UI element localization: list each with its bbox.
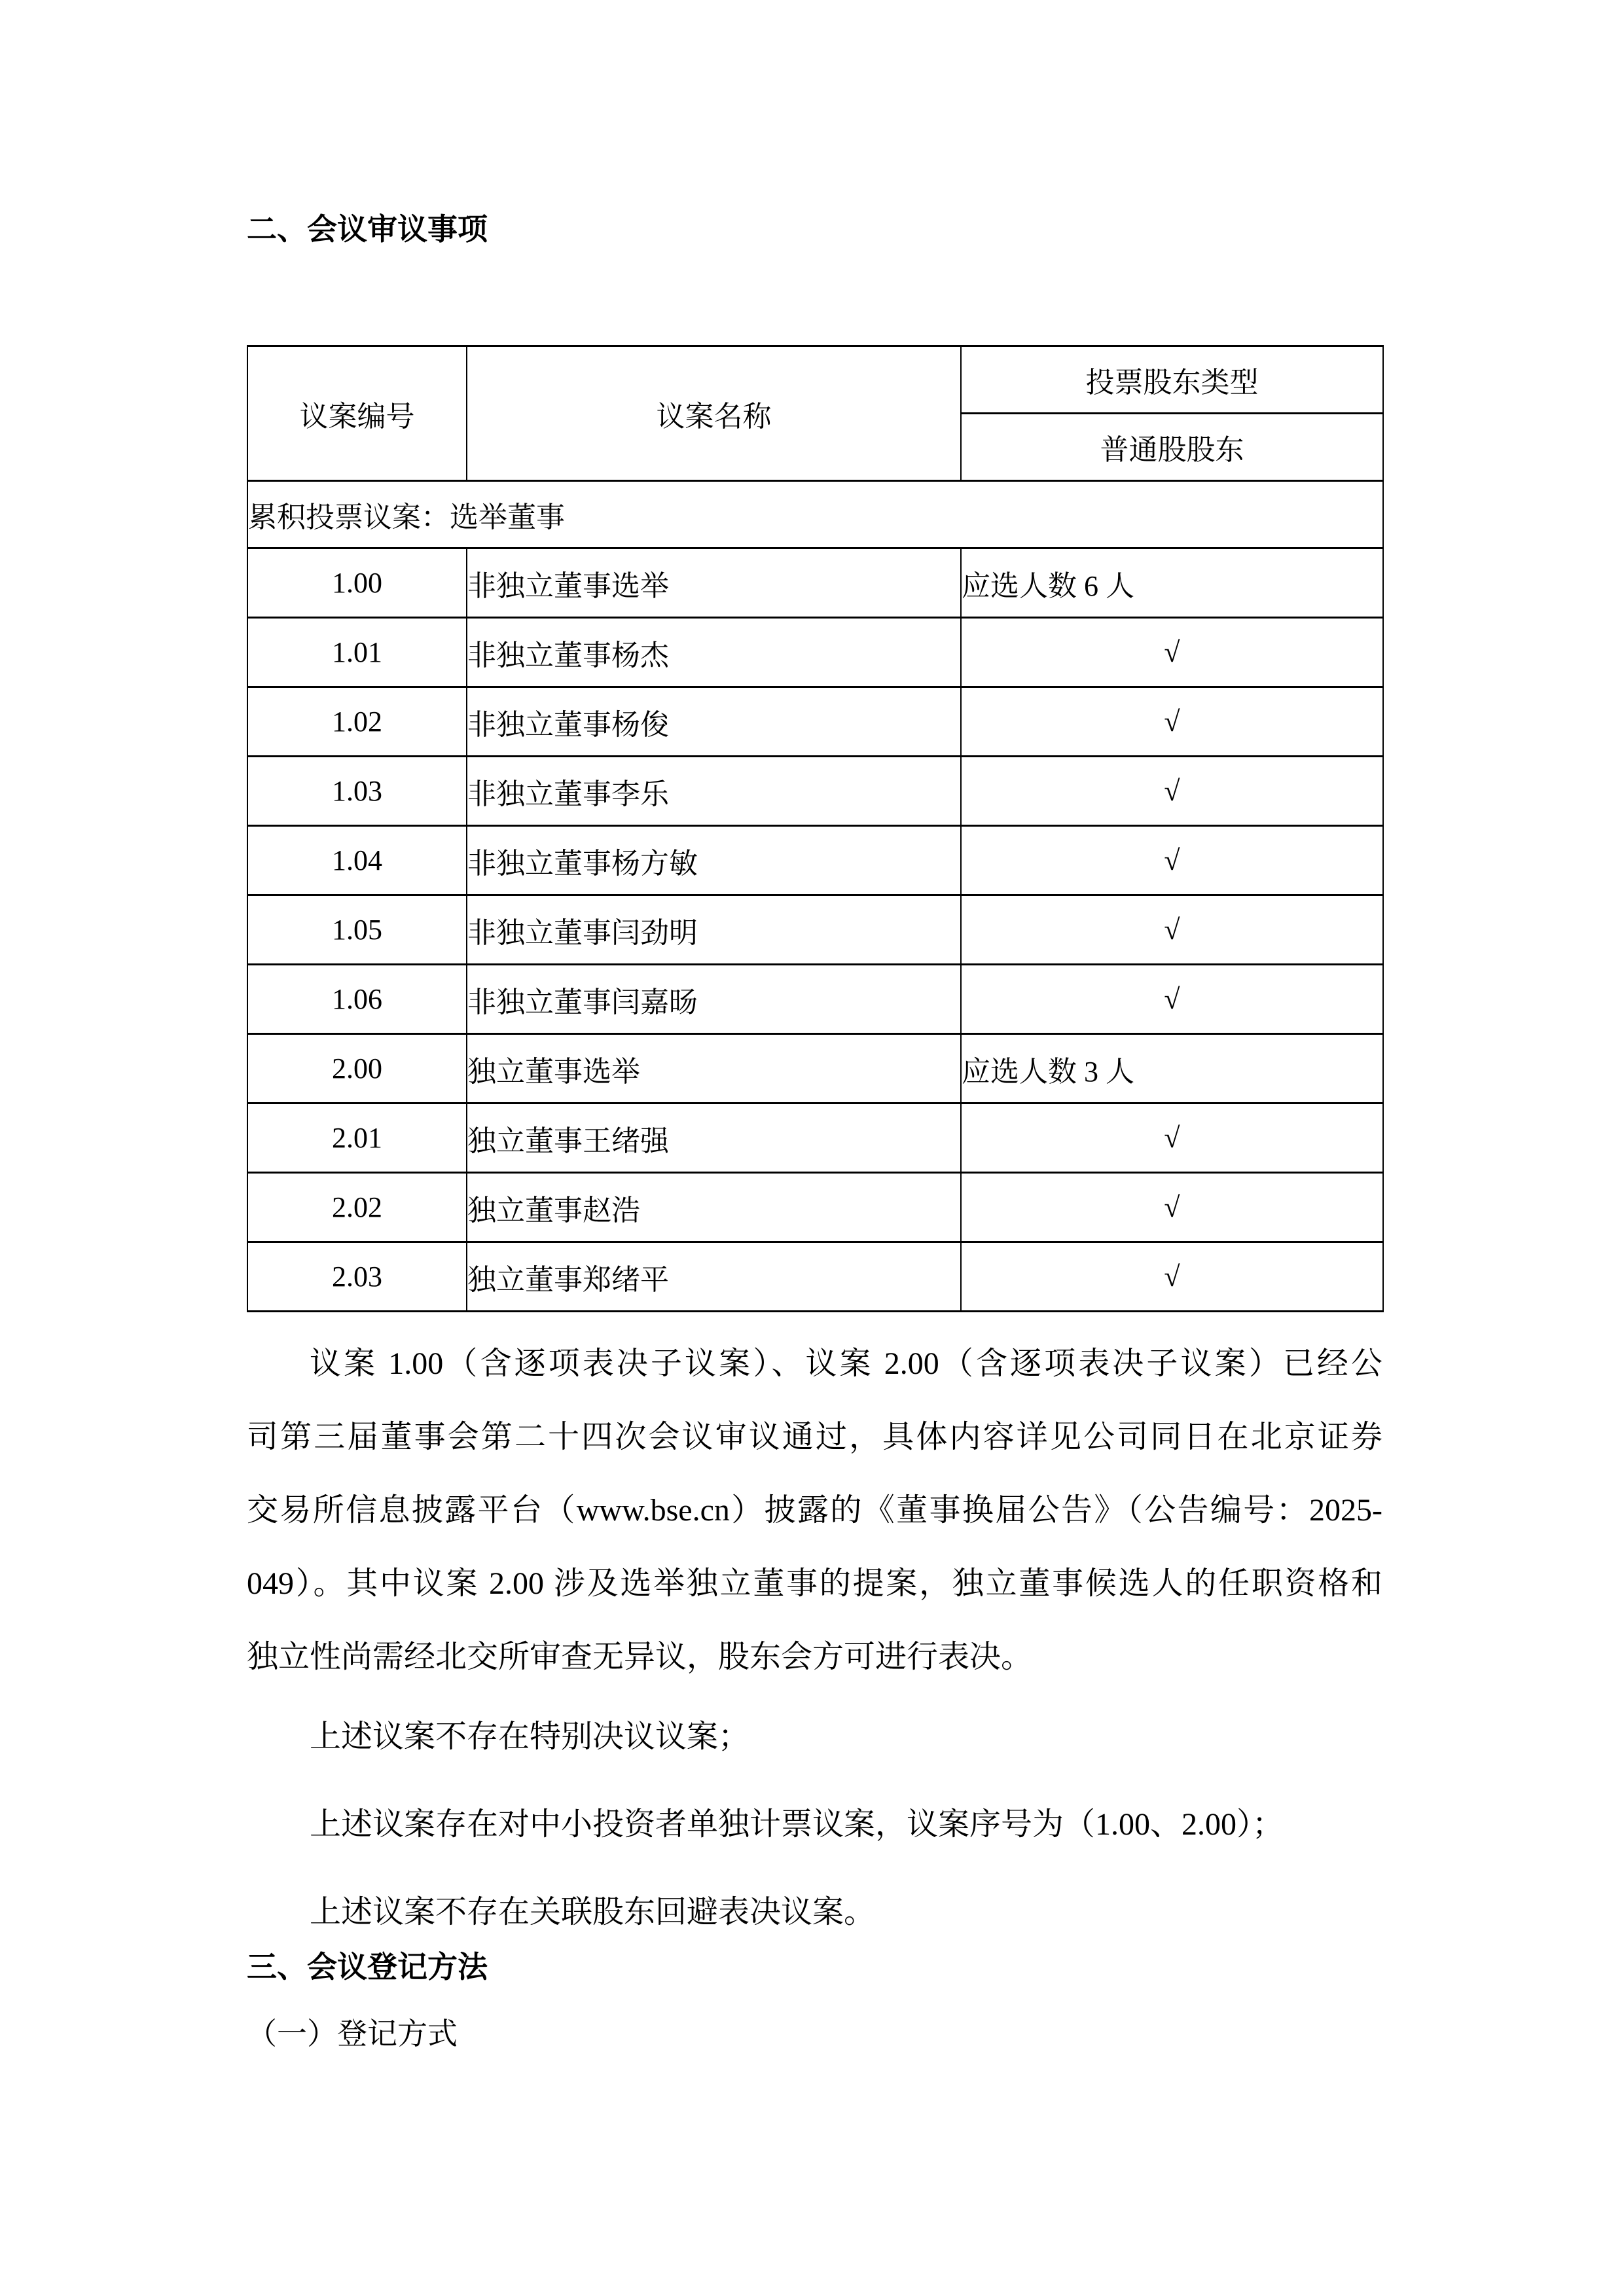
header-voter-type: 投票股东类型 (961, 346, 1383, 414)
table-row (247, 965, 1383, 1034)
header-common-shareholder: 普通股股东 (961, 414, 1383, 481)
cell-proposal-id: 2.03 (247, 1242, 467, 1312)
cell-proposal-name: 非独立董事杨方敏 (467, 826, 961, 895)
cell-proposal-name: 非独立董事杨杰 (467, 618, 961, 687)
registration-method-subheading: （一）登记方式 (247, 2017, 458, 2051)
cell-vote-checkmark: √ (961, 618, 1383, 687)
table-row (247, 895, 1383, 965)
table-header-row (247, 346, 1383, 414)
cell-proposal-name: 非独立董事李乐 (467, 757, 961, 826)
paragraph-line: 049）。其中议案 2.00 涉及选举独立董事的提案，独立董事候选人的任职资格和 (247, 1566, 1382, 1601)
cell-proposal-name: 独立董事王绪强 (467, 1103, 961, 1173)
cell-proposal-name: 非独立董事选举 (467, 548, 961, 618)
table-row (247, 1034, 1383, 1103)
table-row (247, 687, 1383, 757)
cell-proposal-name: 独立董事郑绪平 (467, 1242, 961, 1312)
cell-proposal-id: 2.01 (247, 1103, 467, 1173)
cumulative-voting-row (247, 481, 1383, 548)
table-row (247, 826, 1383, 895)
table-row (247, 1103, 1383, 1173)
cell-proposal-id: 1.03 (247, 757, 467, 826)
cell-proposal-name: 独立董事赵浩 (467, 1173, 961, 1242)
proposal-statements (247, 1700, 1382, 1964)
cell-vote-checkmark: √ (961, 1103, 1383, 1173)
cumulative-voting-label: 累积投票议案：选举董事 (247, 481, 1383, 548)
cell-proposal-name: 独立董事选举 (467, 1034, 961, 1103)
cell-vote-checkmark: √ (961, 895, 1383, 965)
paragraph-line: 独立性尚需经北交所审查无异议，股东会方可进行表决。 (247, 1640, 1033, 1674)
cell-proposal-id: 1.06 (247, 965, 467, 1034)
cell-vote: 应选人数 6 人 (961, 548, 1383, 618)
table-row (247, 1173, 1383, 1242)
cell-proposal-id: 1.00 (247, 548, 467, 618)
statement-line: 上述议案不存在关联股东回避表决议案。 (310, 1895, 876, 1929)
table-row (247, 757, 1383, 826)
cell-vote-checkmark: √ (961, 1242, 1383, 1312)
cell-vote-checkmark: √ (961, 965, 1383, 1034)
cell-vote-checkmark: √ (961, 1173, 1383, 1242)
statement-line: 上述议案不存在特别决议议案； (310, 1719, 750, 1754)
cell-proposal-name: 非独立董事杨俊 (467, 687, 961, 757)
cell-proposal-id: 2.02 (247, 1173, 467, 1242)
cell-vote-checkmark: √ (961, 757, 1383, 826)
cell-vote: 应选人数 3 人 (961, 1034, 1383, 1103)
cell-proposal-id: 1.05 (247, 895, 467, 965)
table-row (247, 1242, 1383, 1312)
paragraph-line: 司第三届董事会第二十四次会议审议通过，具体内容详见公司同日在北京证券 (247, 1420, 1382, 1454)
table-row (247, 548, 1383, 618)
statement-line: 上述议案存在对中小投资者单独计票议案，议案序号为（1.00、2.00）； (310, 1807, 1284, 1842)
header-proposal-id: 议案编号 (247, 346, 467, 481)
cell-vote-checkmark: √ (961, 826, 1383, 895)
cell-proposal-id: 1.04 (247, 826, 467, 895)
proposals-table (247, 345, 1384, 1312)
paragraph-line: 议案 1.00（含逐项表决子议案）、议案 2.00（含逐项表决子议案）已经公 (310, 1346, 1382, 1381)
cell-vote-checkmark: √ (961, 687, 1383, 757)
table-row (247, 618, 1383, 687)
proposals-paragraph (247, 1327, 1382, 1694)
section-review-heading: 二、会议审议事项 (247, 212, 488, 246)
section-registration-heading: 三、会议登记方法 (247, 1950, 488, 1984)
cell-proposal-name: 非独立董事闫嘉旸 (467, 965, 961, 1034)
cell-proposal-id: 1.02 (247, 687, 467, 757)
cell-proposal-id: 2.00 (247, 1034, 467, 1103)
cell-proposal-name: 非独立董事闫劲明 (467, 895, 961, 965)
paragraph-line: 交易所信息披露平台（www.bse.cn）披露的《董事换届公告》（公告编号：2025- (247, 1493, 1382, 1528)
header-proposal-name: 议案名称 (467, 346, 961, 481)
cell-proposal-id: 1.01 (247, 618, 467, 687)
